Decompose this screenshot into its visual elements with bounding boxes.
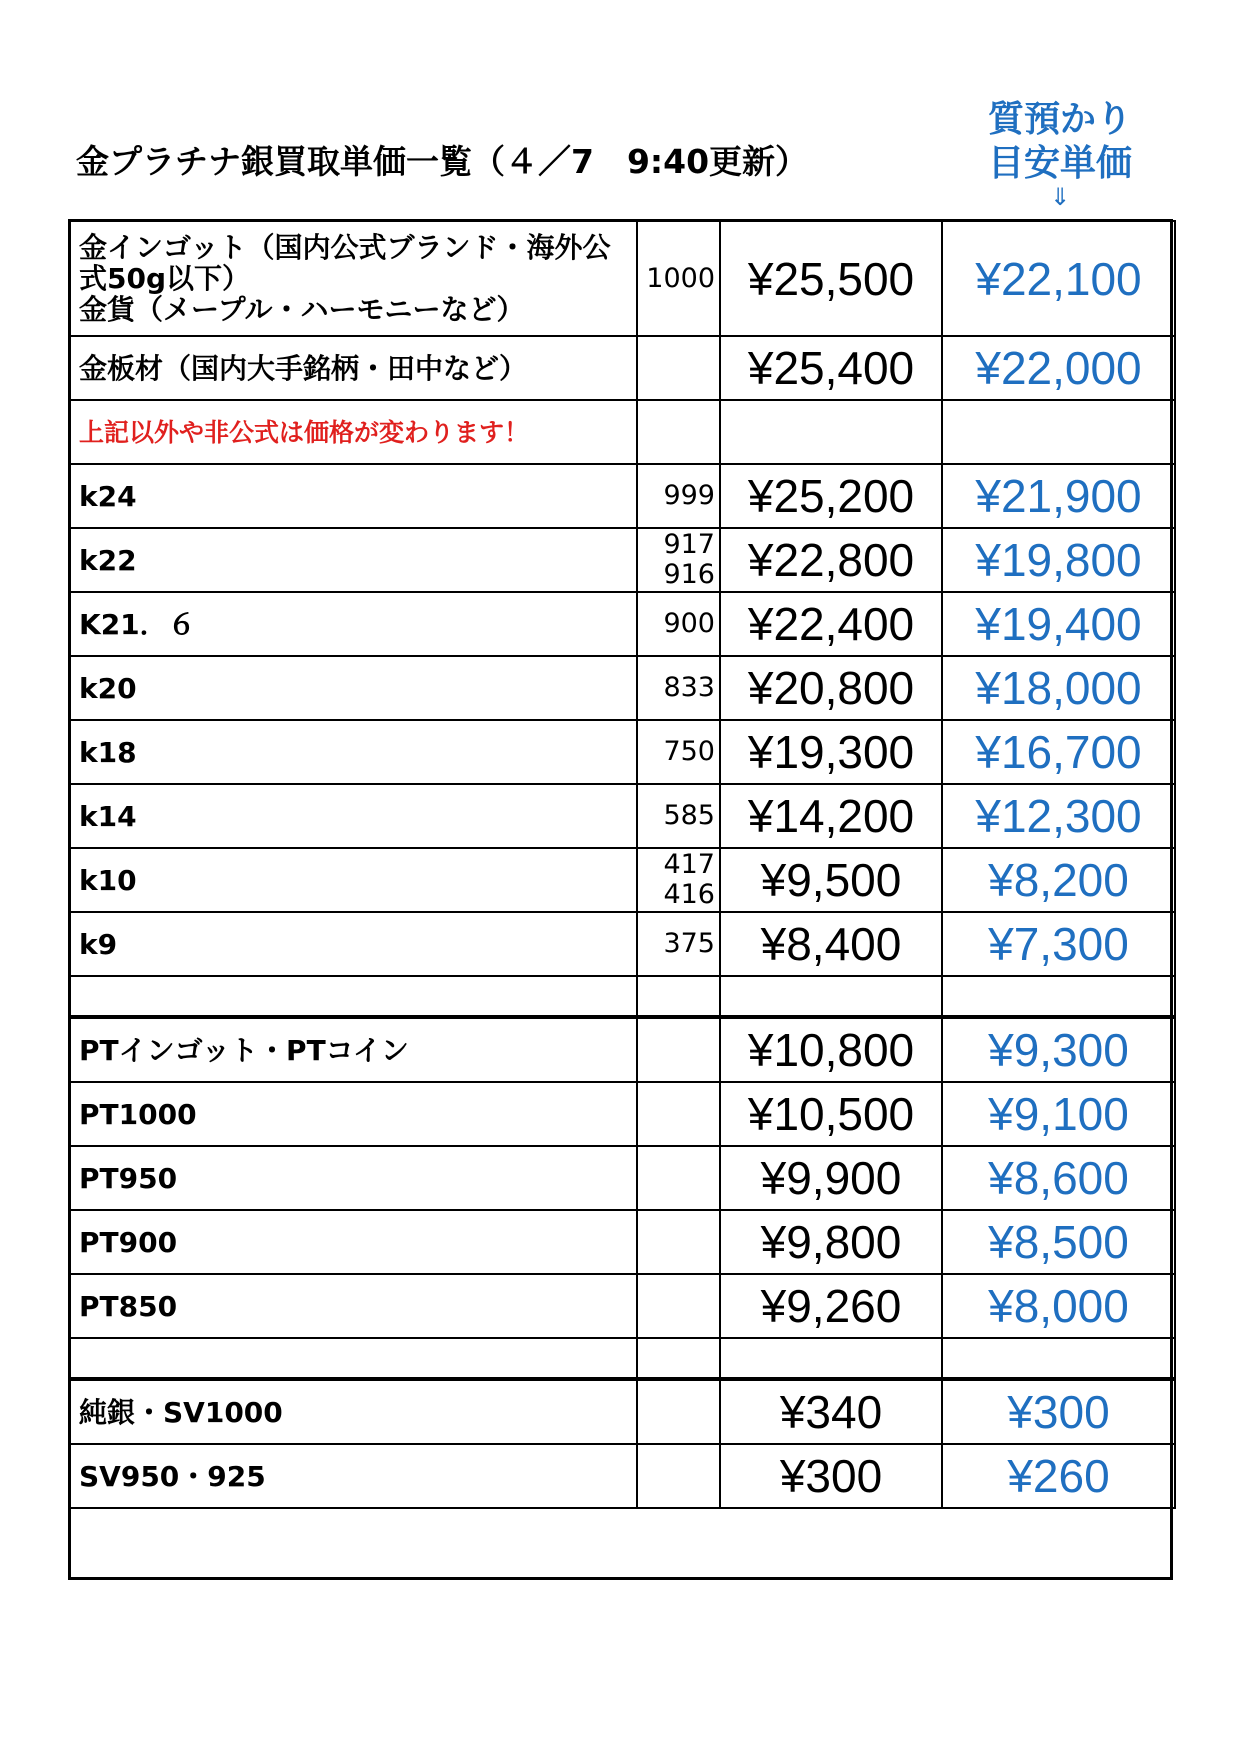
purity-value: 900 bbox=[663, 608, 715, 639]
table-row bbox=[70, 1017, 1175, 1082]
table-row bbox=[70, 400, 1175, 464]
purity bbox=[637, 1274, 720, 1338]
purity bbox=[637, 528, 720, 592]
purity bbox=[637, 656, 720, 720]
purity bbox=[637, 1379, 720, 1444]
purity-value: 750 bbox=[663, 736, 715, 767]
pawn-price: ¥18,000 bbox=[942, 656, 1175, 720]
item-name-line: 金インゴット（国内公式ブランド・海外公 bbox=[79, 231, 611, 264]
purity bbox=[637, 464, 720, 528]
pawn-price: ¥12,300 bbox=[942, 784, 1175, 848]
purity bbox=[637, 1210, 720, 1274]
price-table bbox=[69, 220, 1176, 1509]
buy-price: ¥22,400 bbox=[720, 592, 942, 656]
purity bbox=[637, 221, 720, 336]
table-row bbox=[70, 221, 1175, 336]
buy-price: ¥25,500 bbox=[720, 221, 942, 336]
pawn-price: ¥22,000 bbox=[942, 336, 1175, 400]
table-row bbox=[70, 528, 1175, 592]
item-name bbox=[70, 1146, 637, 1210]
purity bbox=[637, 336, 720, 400]
purity bbox=[637, 1444, 720, 1508]
purity-value: 917 bbox=[663, 529, 715, 560]
table-row bbox=[70, 1082, 1175, 1146]
spacer-cell bbox=[942, 1338, 1175, 1379]
purity-value: 417 bbox=[663, 849, 715, 880]
item-name bbox=[70, 912, 637, 976]
purity-value: 375 bbox=[663, 928, 715, 959]
purity-value: 1000 bbox=[646, 262, 715, 294]
table-row bbox=[70, 912, 1175, 976]
item-name-line: k20 bbox=[79, 671, 137, 705]
pawn-price: ¥9,100 bbox=[942, 1082, 1175, 1146]
item-name-line: 金貨（メープル・ハーモニーなど） bbox=[79, 293, 525, 326]
purity bbox=[637, 1082, 720, 1146]
table-row bbox=[70, 784, 1175, 848]
buy-price: ¥14,200 bbox=[720, 784, 942, 848]
purity bbox=[637, 400, 720, 464]
item-name bbox=[70, 720, 637, 784]
item-name-line: k10 bbox=[79, 863, 137, 897]
buy-price: ¥340 bbox=[720, 1379, 942, 1444]
spacer-row bbox=[70, 1338, 1175, 1379]
purity bbox=[637, 912, 720, 976]
item-name-line: PTインゴット・PTコイン bbox=[79, 1033, 409, 1067]
item-name-line: PT900 bbox=[79, 1225, 178, 1259]
item-name-line: k24 bbox=[79, 479, 137, 513]
table-row bbox=[70, 1379, 1175, 1444]
item-name-line: k9 bbox=[79, 927, 118, 961]
item-name-line: k18 bbox=[79, 735, 137, 769]
item-name bbox=[70, 336, 637, 400]
pawn-price: ¥19,800 bbox=[942, 528, 1175, 592]
pawn-header-line2: 目安単価 bbox=[987, 143, 1132, 184]
buy-price: ¥20,800 bbox=[720, 656, 942, 720]
page-title: 金プラチナ銀買取単価一覧（４／7 9:40更新） bbox=[76, 142, 809, 181]
item-name-line: PT950 bbox=[79, 1161, 178, 1195]
buy-price: ¥9,800 bbox=[720, 1210, 942, 1274]
table-row bbox=[70, 848, 1175, 912]
buy-price: ¥10,500 bbox=[720, 1082, 942, 1146]
spacer-cell bbox=[70, 976, 637, 1017]
item-name-line: K21．６ bbox=[79, 607, 196, 641]
pawn-price: ¥8,000 bbox=[942, 1274, 1175, 1338]
buy-price: ¥25,200 bbox=[720, 464, 942, 528]
spacer-cell bbox=[70, 1338, 637, 1379]
table-row bbox=[70, 1444, 1175, 1508]
down-arrow-icon: ⇓ bbox=[1049, 183, 1071, 211]
spacer-cell bbox=[637, 976, 720, 1017]
purity bbox=[637, 1017, 720, 1082]
item-name bbox=[70, 1274, 637, 1338]
buy-price: ¥19,300 bbox=[720, 720, 942, 784]
spacer-row bbox=[70, 976, 1175, 1017]
item-name-line: 上記以外や非公式は価格が変わります！ bbox=[79, 417, 530, 447]
spacer-cell bbox=[720, 1338, 942, 1379]
purity-value: 916 bbox=[663, 559, 715, 590]
item-name bbox=[70, 1210, 637, 1274]
table-row bbox=[70, 464, 1175, 528]
pawn-price: ¥22,100 bbox=[942, 221, 1175, 336]
purity bbox=[637, 784, 720, 848]
spacer-cell bbox=[720, 976, 942, 1017]
item-name bbox=[70, 1379, 637, 1444]
pawn-price: ¥19,400 bbox=[942, 592, 1175, 656]
table-row bbox=[70, 1210, 1175, 1274]
purity bbox=[637, 592, 720, 656]
spacer-cell bbox=[942, 976, 1175, 1017]
pawn-price: ¥8,200 bbox=[942, 848, 1175, 912]
pawn-price: ¥7,300 bbox=[942, 912, 1175, 976]
pawn-price bbox=[942, 400, 1175, 464]
purity-value: 999 bbox=[663, 480, 715, 511]
spacer-cell bbox=[637, 1338, 720, 1379]
table-row bbox=[70, 656, 1175, 720]
purity bbox=[637, 720, 720, 784]
purity bbox=[637, 848, 720, 912]
item-name bbox=[70, 1444, 637, 1508]
item-name-line: k22 bbox=[79, 543, 137, 577]
pawn-price: ¥21,900 bbox=[942, 464, 1175, 528]
item-name bbox=[70, 464, 637, 528]
table-row bbox=[70, 592, 1175, 656]
table-row bbox=[70, 336, 1175, 400]
purity-value: 833 bbox=[663, 672, 715, 703]
item-name bbox=[70, 592, 637, 656]
item-name-line: 式50g以下） bbox=[79, 262, 251, 295]
purity bbox=[637, 1146, 720, 1210]
purity-value: 585 bbox=[663, 800, 715, 831]
pawn-price: ¥8,500 bbox=[942, 1210, 1175, 1274]
buy-price: ¥9,900 bbox=[720, 1146, 942, 1210]
buy-price: ¥22,800 bbox=[720, 528, 942, 592]
buy-price bbox=[720, 400, 942, 464]
buy-price: ¥10,800 bbox=[720, 1017, 942, 1082]
pawn-header-line1: 質預かり bbox=[987, 99, 1132, 140]
pawn-price: ¥16,700 bbox=[942, 720, 1175, 784]
pawn-price: ¥300 bbox=[942, 1379, 1175, 1444]
table-row bbox=[70, 1274, 1175, 1338]
item-name-line: k14 bbox=[79, 799, 137, 833]
price-table-body bbox=[70, 221, 1175, 1508]
item-name bbox=[70, 528, 637, 592]
pawn-price: ¥9,300 bbox=[942, 1017, 1175, 1082]
item-name-line: PT850 bbox=[79, 1289, 178, 1323]
item-name-line: 純銀・SV1000 bbox=[79, 1395, 283, 1429]
purity-value: 416 bbox=[663, 879, 715, 910]
item-name-line: 金板材（国内大手銘柄・田中など） bbox=[79, 351, 528, 385]
buy-price: ¥300 bbox=[720, 1444, 942, 1508]
buy-price: ¥9,500 bbox=[720, 848, 942, 912]
item-name bbox=[70, 784, 637, 848]
pawn-price: ¥8,600 bbox=[942, 1146, 1175, 1210]
pawn-price-column-header bbox=[955, 98, 1165, 211]
table-row bbox=[70, 720, 1175, 784]
item-name bbox=[70, 1082, 637, 1146]
item-name bbox=[70, 848, 637, 912]
pawn-price: ¥260 bbox=[942, 1444, 1175, 1508]
table-row bbox=[70, 1146, 1175, 1210]
notice-text bbox=[70, 400, 637, 464]
item-name bbox=[70, 221, 637, 336]
item-name bbox=[70, 656, 637, 720]
item-name-line: PT1000 bbox=[79, 1097, 197, 1131]
item-name bbox=[70, 1017, 637, 1082]
buy-price: ¥25,400 bbox=[720, 336, 942, 400]
buy-price: ¥9,260 bbox=[720, 1274, 942, 1338]
item-name-line: SV950・925 bbox=[79, 1459, 266, 1493]
buy-price: ¥8,400 bbox=[720, 912, 942, 976]
